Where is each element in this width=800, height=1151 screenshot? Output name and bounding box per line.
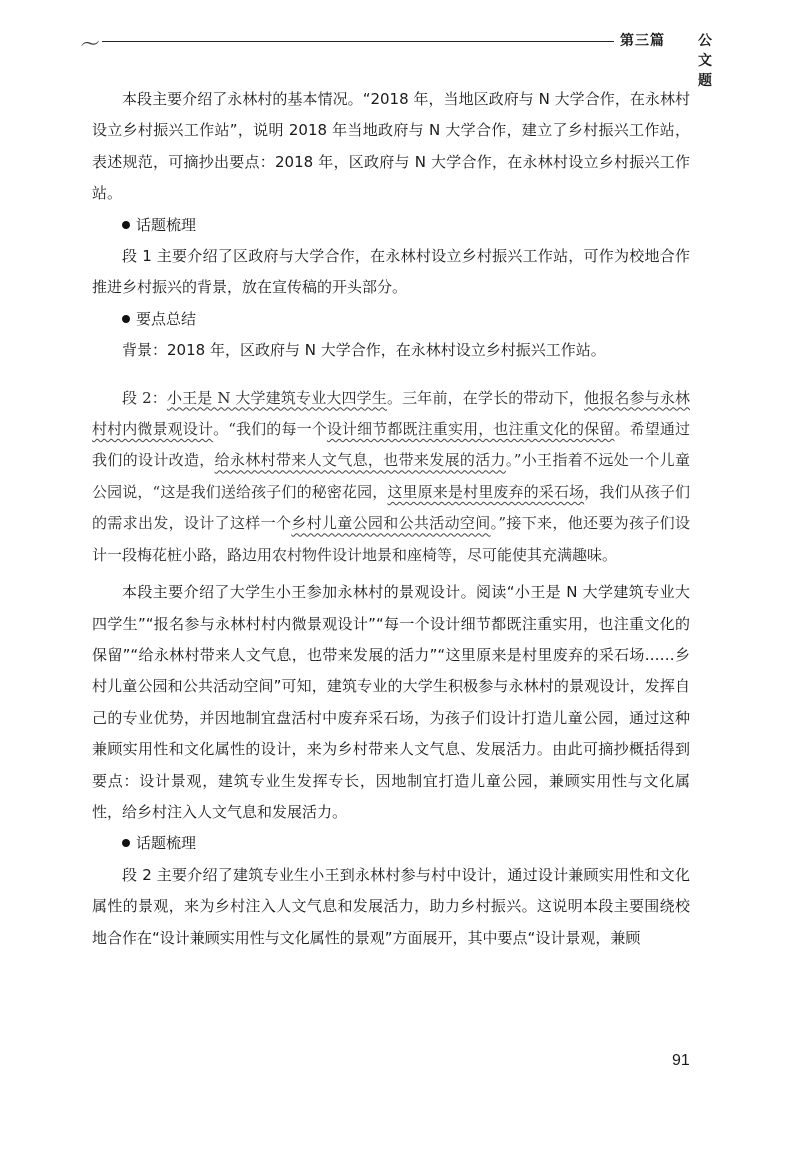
- part-title: 第三篇: [620, 33, 665, 49]
- topic-text-2: 段 2 主要介绍了建筑专业生小王到永林村参与村中设计，通过设计兼顾实用性和文化属性的景观，来为乡村注入人文气息和发展活力，助力乡村振兴。这说明本段主要围绕校地合作在“设计兼顾实用性与文化属性的景观”方面展开，其中要点“设计景观，兼顾: [92, 865, 690, 947]
- topic-heading-2: 话题梳理: [92, 828, 690, 859]
- analysis-paragraph-1: 本段主要介绍了永林村的基本情况。“2018 年，当地区政府与 N 大学合作，在永林村设立乡村振兴工作站”，说明 2018 年当地政府与 N 大学合作，建立了乡村振兴工作站，表述规范，可摘抄出要点：2018 年，区政府与 N 大学合作，在永林村设立乡村振兴工作站。: [92, 90, 690, 203]
- bullet-icon: [122, 315, 130, 323]
- summary-heading-1: 要点总结: [92, 304, 690, 335]
- page-body: [92, 84, 690, 954]
- header-ornament-icon: 〜: [78, 30, 103, 58]
- summary-text-1: 背景：2018 年，区政府与 N 大学合作，在永林村设立乡村振兴工作站。: [122, 341, 606, 360]
- topic-heading-1: 话题梳理: [92, 210, 690, 241]
- topic-text-1: 段 1 主要介绍了区政府与大学合作，在永林村设立乡村振兴工作站，可作为校地合作推进乡村振兴的背景，放在宣传稿的开头部分。: [92, 247, 690, 297]
- underlined-phrase: 小王是 N 大学建筑专业大四学生: [166, 388, 387, 407]
- page-number: 91: [672, 1052, 690, 1069]
- underlined-phrase: 给永林村带来人文气息，也带来发展的活力: [214, 451, 506, 470]
- bullet-icon: [122, 221, 130, 229]
- underlined-phrase: 设计细节都既注重实用，也注重文化的保留: [326, 420, 615, 439]
- underlined-phrase: 乡村儿童公园和公共活动空间: [291, 514, 491, 533]
- analysis-paragraph-2: 本段主要介绍了大学生小王参加永林村的景观设计。阅读“小王是 N 大学建筑专业大四学生”“报名参与永林村村内微景观设计”“每一个设计细节都既注重实用，也注重文化的保留”“给永林村带来人文气息，也带来发展的活力”“这里原来是村里废弃的采石场……乡村儿童公园和公共活动空间”可知，建筑专业的大学生积极参与永林村的景观设计，发挥自己的专业优势，并因地制宜盘活村中废弃采石场，为孩子们设计打造儿童公园，通过这种兼顾实用性和文化属性的设计，来为乡村带来人文气息、发展活力。由此可摘抄概括得到要点：设计景观，建筑专业生发挥专长，因地制宜打造儿童公园，兼顾实用性与文化属性，给乡村注入人文气息和发展活力。: [92, 583, 690, 821]
- underlined-phrase: 他报名参与永林村村内微景观设计: [92, 388, 690, 439]
- source-quote-paragraph-2: 段 2：小王是 N 大学建筑专业大四学生。三年前，在学长的带动下，他报名参与永林村村内微景观设计。“我们的每一个设计细节都既注重实用，也注重文化的保留。希望通过我们的设计改造，给永林村带来人文气息，也带来发展的活力。”小王指着不远处一个儿童公园说，“这是我们送给孩子们的秘密花园，这里原来是村里废弃的采石场，我们从孩子们的需求出发，设计了这样一个乡村儿童公园和公共活动空间。”接下来，他还要为孩子们设计一段梅花桩小路，路边用农村物件设计地景和座椅等，尽可能使其充满趣味。: [92, 388, 690, 564]
- underlined-phrase: 这里原来是村里废弃的采石场: [387, 482, 585, 501]
- bullet-icon: [122, 839, 130, 847]
- category-title: 公文题: [698, 33, 713, 89]
- header-rule: [102, 41, 614, 42]
- running-header: [78, 26, 720, 89]
